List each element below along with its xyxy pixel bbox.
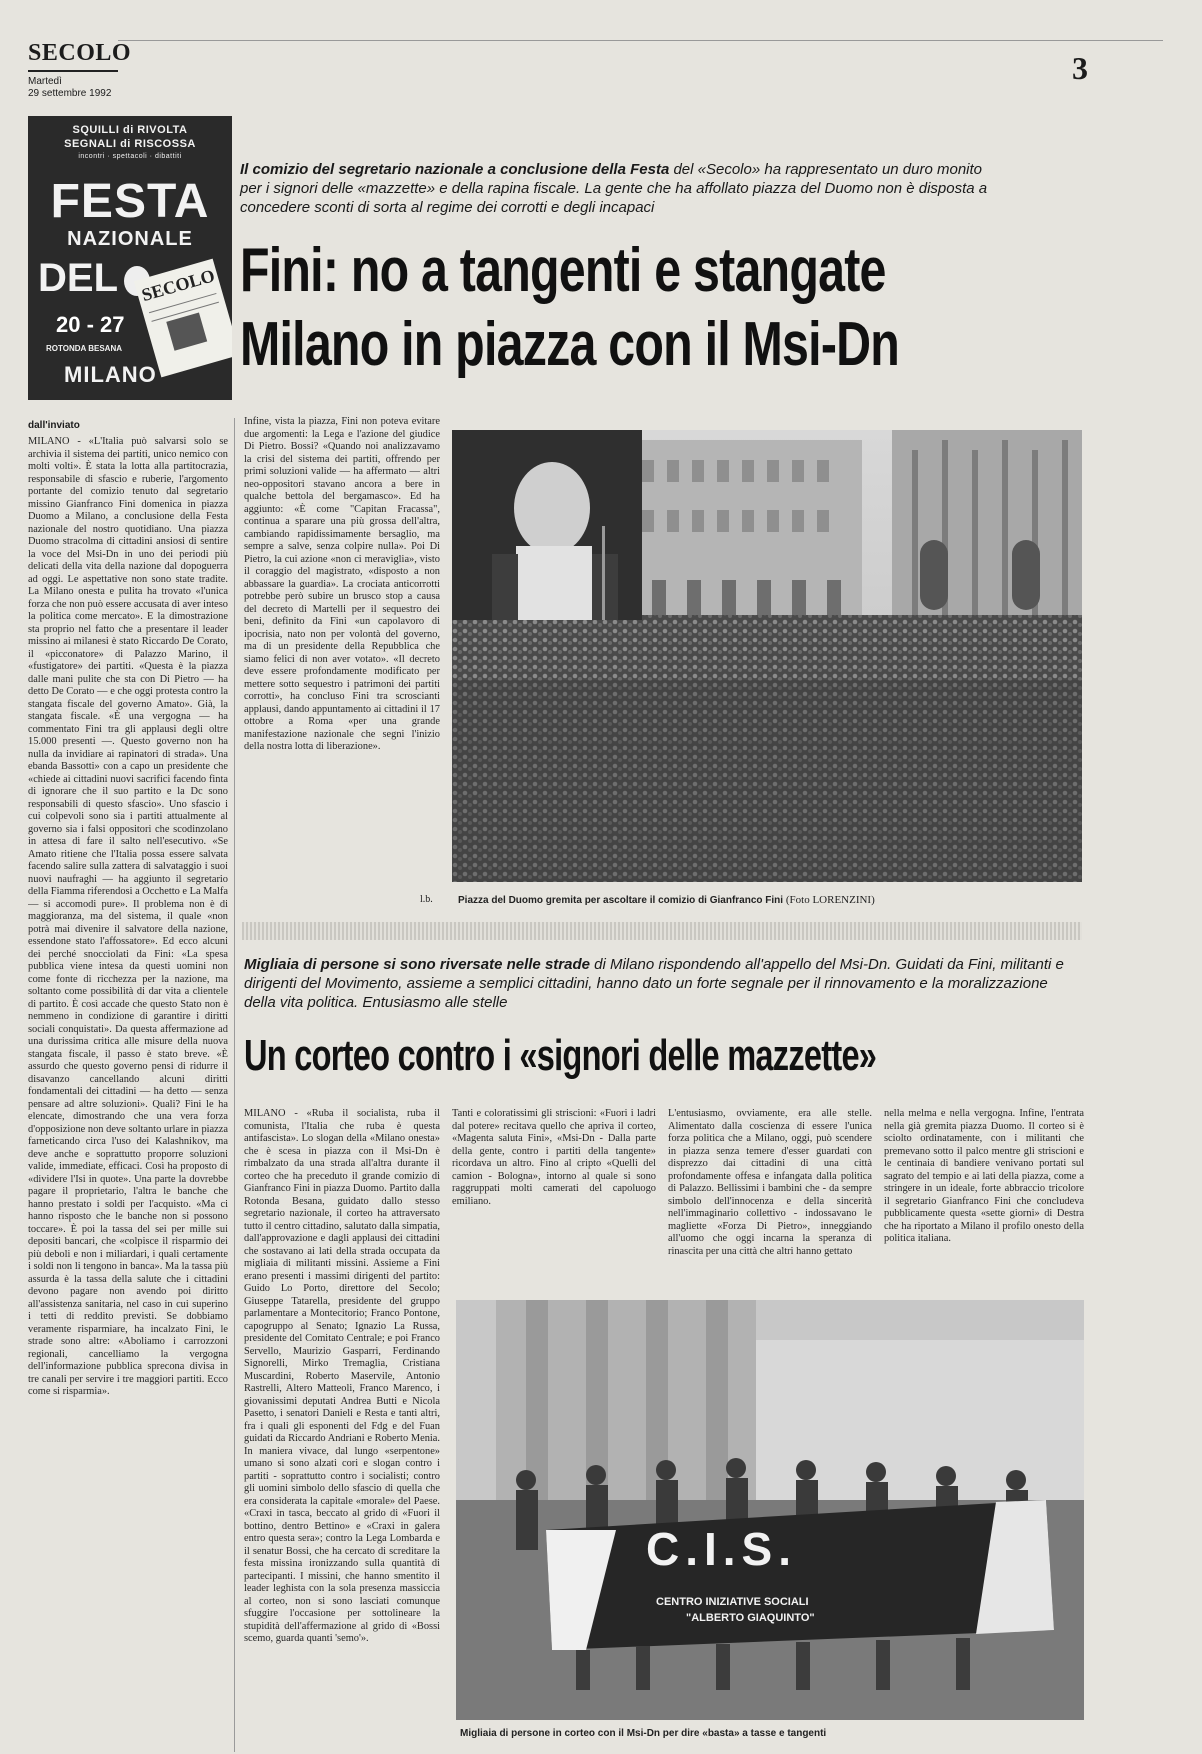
corteo-image (456, 1300, 1084, 1720)
ad-city: MILANO (64, 362, 157, 387)
top-headline-1: Fini: no a tangenti e stangate (240, 236, 886, 305)
masthead-name: SECOLO (28, 40, 132, 66)
top-story-column-2: Infine, vista la piazza, Fini non poteva evitare due argomenti: la Lega e l'azione del giudice Di Pietro. Bossi? «Quando noi analizzavamo la crisi del sistema dei partiti, offrendo per primi soluzioni valide — ha affermato — altri neo-oppositori stavano ancora a bere in qualche bettola del bergamasco». Ed ha aggiunto: «È come "Capitan Fracassa", continua a sparare una più grossa dell'altra, cambiando rapidissimamente bersaglio, ma sempre a salve, senza colpire nulla». Poi Di Pietro, la cui azione «non ci meraviglia», visto il coraggio del magistrato, «disposto a non abbassare la guardia». La crociata anticorrotti potrebbe però subire un brusco stop a causa del decreto di Martelli per il sequestro dei beni, definito da Fini «un capolavoro di ipocrisia, nato non per volontà del governo, ma di un presidente della Repubblica che siamo felici di non aver votato». «Il decreto deve essere profondamente modificato per mettere sotto sequestro i patrimoni dei partiti corrotti», ha concluso Fini tra scroscianti applausi, dando appuntamento ai cittadini il 17 ottobre a Roma «per una grande manifestazione nazionale che segni l'inizio della nostra lotta di liberazione». (244, 416, 440, 752)
second-story-column-2: Tanti e coloratissimi gli striscioni: «Fuori i ladri dal potere» recitava quello che apriva il corteo, «Magenta saluta Fini», «Msi-Dn - Dalla parte della gente, contro i partiti della tangente» ricordava un altro. Fino al cripto «Quelli del camion - Bologna», intorno al quale si sono raggruppati molti camerati del capoluogo emiliano. (452, 1108, 656, 1207)
ad-nazionale: NAZIONALE (67, 228, 193, 250)
ad-dates: 20 - 27 (56, 312, 125, 337)
page-number: 3 (1072, 50, 1088, 86)
second-kicker-bold: Migliaia di persone si sono riversate nelle strade (244, 956, 590, 973)
second-story-column-3: L'entusiasmo, ovviamente, era alle stelle. Alimentato dalla coscienza di essere l'unica forza politica che a Milano, oggi, può scendere in piazza senza temere d'esser guardati con disprezzo dai cittadini di una città profondamente offesa e infangata dalla politica di Palazzo. Bellissimi i bambini che - da sempre simbolo dell'innocenza e della sincerità nell'immaginario collettivo - indossavano le magliette «Forza Di Pietro», inneggiando all'uomo che oggi incarna la speranza di rinascita per una città che altri hanno gettato (668, 1108, 872, 1257)
piazza-duomo-image (452, 430, 1082, 882)
ad-line-2: SEGNALI di RISCOSSA (64, 138, 196, 150)
section-divider (242, 922, 1082, 940)
banner-line-1: CENTRO INIZIATIVE SOCIALI (656, 1596, 809, 1608)
piazza-duomo-photo (452, 430, 1082, 882)
corteo-photo-caption: Migliaia di persone in corteo con il Msi-Dn per dire «basta» a tasse e tangenti (460, 1728, 827, 1739)
ad-festa: FESTA (50, 175, 210, 228)
second-story-column-1: MILANO - «Ruba il socialista, ruba il comunista, l'Italia che ruba è questa antifascista». Lo slogan della «Milano onesta» che è scesa in piazza con il Msi-Dn è rimbalzato da una strada all'altra durante il corteo che ha preceduto il grande comizio di Gianfranco Fini in piazza Duomo. Partito dalla Rotonda Besana, guidato dallo stesso segretario nazionale, il corteo ha attraversato tutto il centro cittadino, salutato dalla simpatia, dall'approvazione e dagli applausi dei cittadini che sostavano ai lati della strada occupata da migliaia di militanti missini. Assieme a Fini erano presenti i massimi dirigenti del partito: Guido Lo Porto, direttore del Secolo; Giuseppe Tatarella, presidente del gruppo parlamentare a Montecitorio; Franco Pontone, capogruppo al Senato; Ignazio La Russa, presidente del Comitato Centrale; e poi Franco Servello, Maurizio Gasparri, Ferdinando Signorelli, Mirko Tremaglia, Cristiana Muscardini, Roberto Maservile, Antonio Rastrelli, Altero Matteoli, Franco Marenco, i giovanissimi deputati Andrea Butti e Nicola Pasetto, i senatori Danieli e Resta e tanti altri, fra i quali gli esponenti del Fdg e del Fuan guidati da Riccardo Andriani e Roberto Menia. In maniera vivace, dal lungo «serpentone» umano si sono alzati cori e slogan contro i partiti - soprattutto contro i socialisti; contro gli uomini simbolo dello sfascio di quella che era considerata la capitale «morale» del Paese. «Craxi in tasca, beccato al grido di «Fuori il bottino, dentro Bettino» e «Craxi in galera entro questa sera»; contro la Lega Lombarda e il senatur Bossi, che ha cercato di screditare la festa missina ironizzando sulla quantità di partecipanti. I missini, che hanno smentito il leader leghista con la sola presenza massiccia al corteo, non si sono lasciati comunque sfuggire l'occasione per sottolineare la stupidità dell'affermazione al grido di «Bossi scemo, guarda quanti 'semo'». (244, 1108, 440, 1644)
ad-line-3: incontri · spettacoli · dibattiti (78, 153, 182, 160)
top-story-column-1: MILANO - «L'Italia può salvarsi solo se archivia il sistema dei partiti, unico nemico con molti volti». È stata la lotta alla partitocrazia, responsabile di sfascio e ruberie, l'argomento portante del comizio tenuto dal segretario missino Gianfranco Fini domenica in piazza Duomo a Milano, a conclusione della Festa nazionale del nostro quotidiano. Una piazza Duomo stracolma di cittadini ansiosi di sentire la voce del Msi-Dn in uno dei periodi più delicati della vita della nazione dal dopoguerra ad oggi. Le aspettative non sono state tradite. La Milano onesta e pulita ha trovato «l'unica forza che non può essere accusata di aver inteso la politica come mercato». E la dimostrazione sta proprio nel fatto che a presentare il leader missino ai milanesi è stato Riccardo De Corato, il «picconatore» di Palazzo Marino, il «fustigatore» dei partiti. «Questa è la piazza dalle mani pulite che sta con Di Pietro — ha detto De Corato — e che oggi protesta contro la stangata fiscale del governo Amato». Già, la stangata fiscale. «È una vergogna — ha commentato Fini tra gli applausi degli oltre 15.000 presenti —. Questo governo non ha nulla da invidiare ai rapinatori di strada». Una ebanda Bassotti» con a capo un presidente che «chiede ai cittadini nuovi sacrifici facendo finta di ignorare che il suo partito e la Dc sono responsabili di questo sfascio». Uno sfascio i cui colpevoli sono sia i partiti attualmente al governo sia i falsi oppositori che scodinzolano in attesa di fare il salto nell'esecutivo. «Se Amato ritiene che l'Italia possa essere salvata facendo salire sulla zattera di salvataggio i suoi nuovi naufraghi — ha aggiunto il segretario della Fiamma riferendosi a Occhetto e La Malfa — si accomodi pure». Il problema non è di maggioranza, ma del sistema, il quale «non potrà mai divenire il salvatore della nazione, essendone stato l'affossatore». Ed ecco alcuni dei perché snocciolati da Fini: «La spesa pubblica viene intesa da questi uomini non come fonte di ricchezza per la nazione, ma soltanto come possibilità di dar vita a clientele di partito. È così accade che questo Stato non è nemmeno in condizione di garantire i diritti sociali conquistati». Da questa affermazione ad una durissima critica alle misure della nuova stangata fiscale, il passo è stato breve. «È assurdo che questo governo pensi di ridurre il disavanzo cancellando alcuni diritti fondamentali dei cittadini — ha detto — senza pensare ad altre soluzioni». Quali? Fini le ha elencate, dimostrando che una vera forza d'opposizione non deve soltanto urlare in piazza farneticando circa l'uso dei Kalashnikov, ma deve anche e soprattutto proporre soluzioni valide, immediate, efficaci. Così ha proposto di «dividere l'Isi in quote». Una parte la dovrebbe pagare il proprietario, l'altra le banche che hanno prestato i soldi per l'acquisto. «Ma ci hanno risposto che le banche non si possono toccare». È poi la tassa del sei per mille sui depositi bancari, che «colpisce il risparmio dei più deboli e non i miliardari, i quali certamente i soldi non li tengono in banca». Ma la tassa più assurda è la tassa della salute che i cittadini devono pagare non avendo poi diritto all'assistenza sanitaria, nel caso in cui superino i tetti di reddito previsti. Se dobbiamo veramente risparmiare, ha incalzato Fini, le strade sono altre: «Aboliamo i carrozzoni regionali, cancelliamo la vergogna dell'informazione pubblica sprecona divisa in tre canali per servire i tre maggiori partiti. Ecco come si risparmia». (28, 436, 228, 1397)
masthead-day: Martedì (28, 76, 62, 87)
banner-cis: C.I.S. (646, 1523, 798, 1575)
column-rule (234, 418, 235, 1752)
top-photo-caption (458, 894, 1078, 906)
second-kicker (244, 955, 1064, 1012)
second-kicker-rest: di Milano rispondendo all'appello del Msi-Dn. Guidati da Fini, militanti e dirigenti del Movimento, assieme a semplici cittadini, hanno dato un forte segnale per il rinnovamento e la moralizzazione della vita politica. Entusiasmo alle stelle (244, 956, 1064, 1011)
top-headline-2: Milano in piazza con il Msi-Dn (240, 310, 900, 379)
ad-line-1: SQUILLI di RIVOLTA (72, 124, 188, 136)
ad-paper-photo (166, 312, 207, 350)
second-headline: Un corteo contro i «signori delle mazzette» (244, 1031, 877, 1080)
byline: dall'inviato (28, 420, 80, 431)
top-kicker-bold: Il comizio del segretario nazionale a conclusione della Festa (240, 161, 670, 178)
corteo-photo (456, 1300, 1084, 1720)
second-story-column-4: nella melma e nella vergogna. Infine, l'entrata nella già gremita piazza Duomo. Il corteo si è sciolto ordinatamente, con i militanti che premevano sotto il palco mentre gli striscioni e le centinaia di bandiere venivano portati sul sagrato del tempio e ai lati della piazza, come a stringere in un ideale, forte abbraccio tricolore il segretario Gianfranco Fini che concludeva pubblicamente questa «sette giorni» di Destra che ha riportato a Milano il profilo onesto della politica italiana. (884, 1108, 1084, 1244)
masthead-rule (28, 70, 118, 72)
top-kicker (240, 160, 1000, 217)
top-photo-caption-text: Piazza del Duomo gremita per ascoltare il comizio di Gianfranco Fini (458, 895, 784, 906)
top-kicker-rest: del «Secolo» ha rappresentato un duro monito per i signori delle «mazzette» e della rapina fiscale. La gente che ha affollato piazza del Duomo non è disposta a concedere sconti di sorta al regime dei corrotti e degli incapaci (240, 161, 988, 216)
ad-del: DEL (38, 256, 118, 300)
banner-line-2: "ALBERTO GIAQUINTO" (686, 1612, 815, 1624)
masthead (28, 40, 1088, 106)
festa-advertisement (28, 116, 232, 400)
ad-paper-name: SECOLO (139, 265, 217, 306)
ad-newspaper-image (134, 259, 232, 378)
ad-place: ROTONDA BESANA (46, 344, 123, 353)
masthead-date: 29 settembre 1992 (28, 88, 112, 99)
article-signature: l.b. (420, 894, 433, 905)
top-photo-credit: (Foto LORENZINI) (785, 894, 875, 906)
